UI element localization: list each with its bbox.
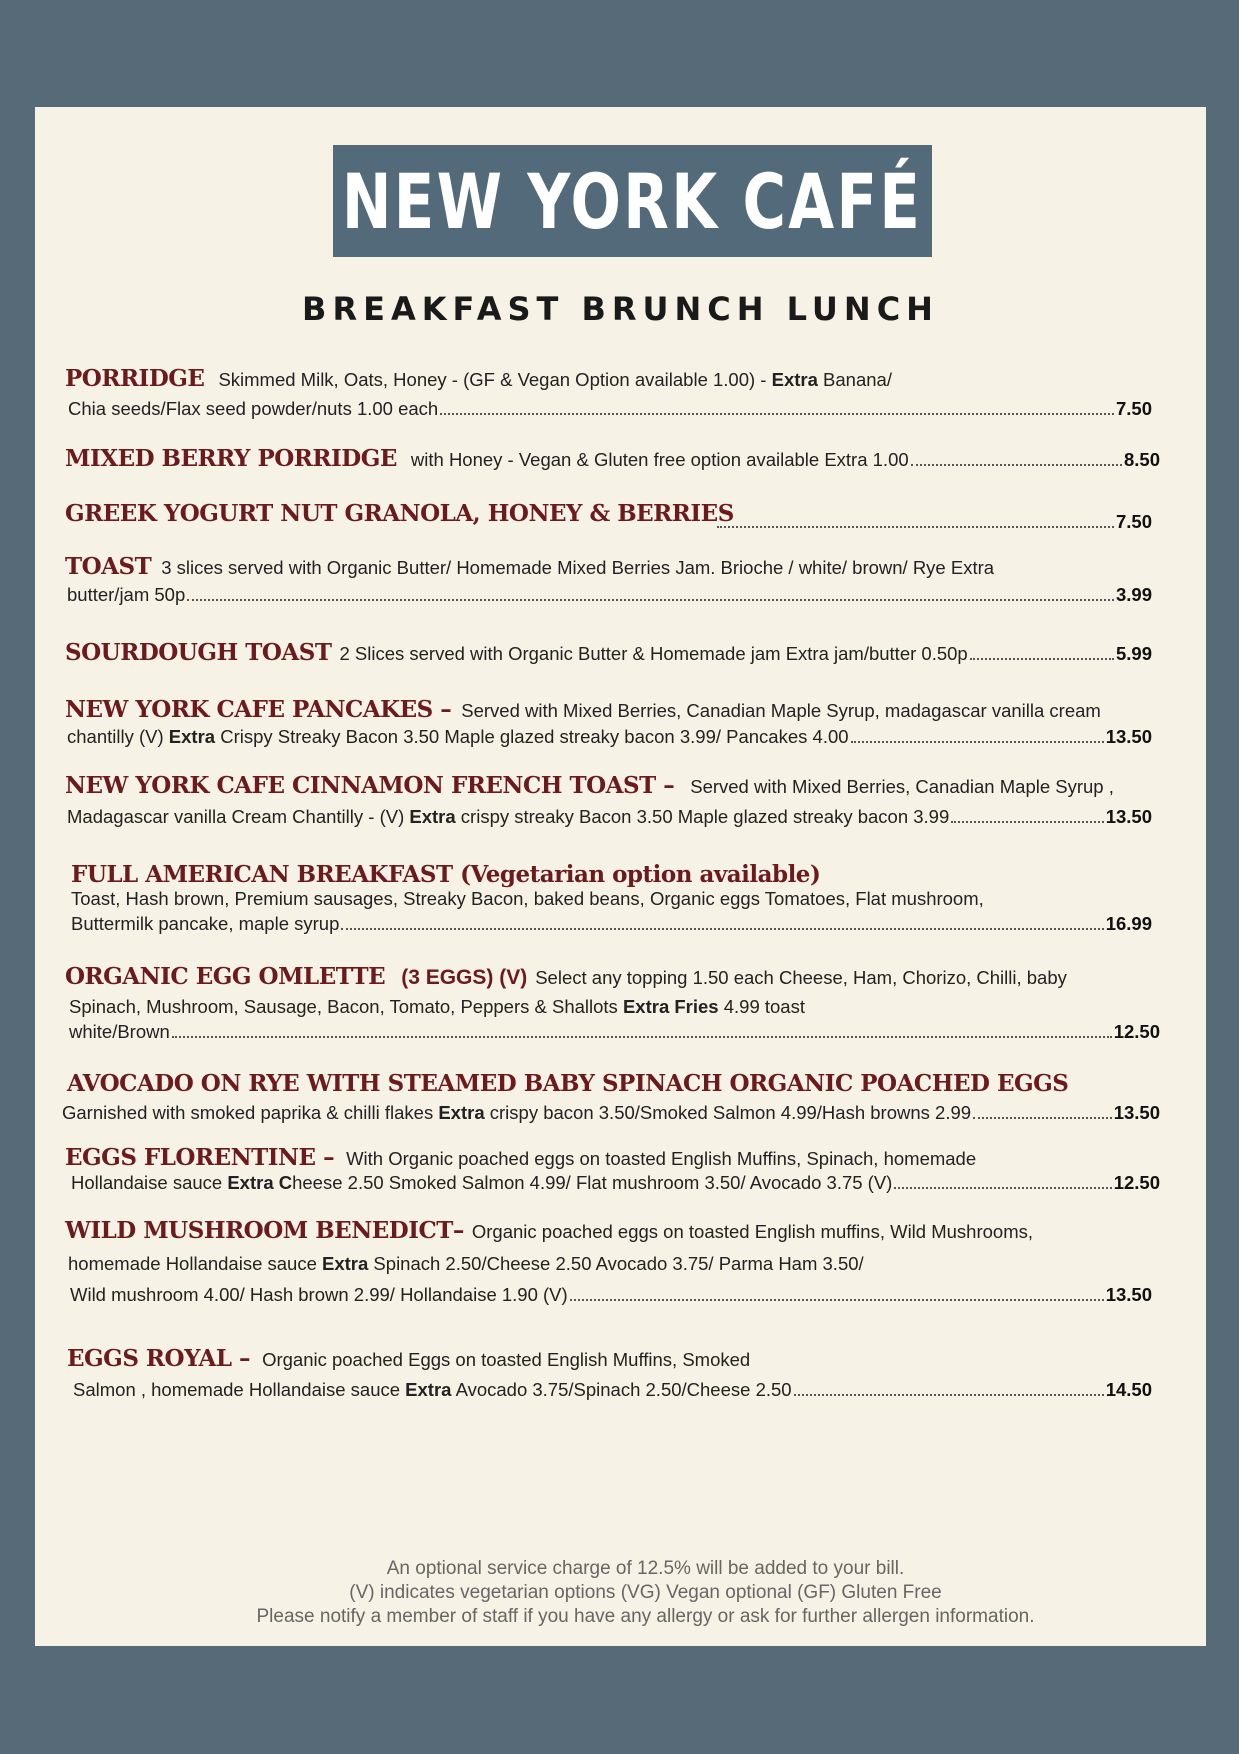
item-name: NEW YORK CAFE PANCAKES – [65, 696, 452, 723]
item-name: PORRIDGE [65, 365, 205, 392]
leader-dots [973, 1117, 1112, 1119]
dietary-key-note: (V) indicates vegetarian options (VG) Vegan optional (GF) Gluten Free [349, 1582, 942, 1603]
item-name: NEW YORK CAFE CINNAMON FRENCH TOAST – [65, 772, 675, 799]
item-desc: with Honey - Vegan & Gluten free option available Extra 1.00 [410, 449, 909, 470]
item-desc-2: Chia seeds/Flax seed powder/nuts 1.00 each [68, 398, 439, 419]
item-desc: 2 Slices served with Organic Butter & Homemade jam Extra jam/butter 0.50p [339, 643, 968, 664]
item-price: 8.50 [1123, 449, 1160, 470]
item-price: 5.99 [1115, 643, 1152, 664]
title-banner [333, 145, 932, 257]
item-desc-2: Salmon , homemade Hollandaise sauce Extra Avocado 3.75/Spinach 2.50/Cheese 2.50 [73, 1379, 792, 1400]
item-desc: Organic poached eggs on toasted English muffins, Wild Mushrooms, [471, 1221, 1033, 1242]
item-name: MIXED BERRY PORRIDGE [65, 445, 397, 472]
leader-dots [341, 928, 1103, 930]
menu-sheet [35, 107, 1206, 1646]
item-desc: Organic poached Eggs on toasted English Muffins, Smoked [262, 1349, 751, 1370]
item-desc-2: butter/jam 50p [67, 584, 186, 605]
allergy-note: Please notify a member of staff if you have any allergy or ask for further allergen information. [256, 1606, 1035, 1627]
item-desc-2: Madagascar vanilla Cream Chantilly - (V) Extra crispy streaky Bacon 3.50 Maple glazed streaky bacon 3.99 [67, 806, 950, 827]
item-desc-3: Wild mushroom 4.00/ Hash brown 2.99/ Hollandaise 1.90 (V) [70, 1284, 568, 1305]
item-price: 7.50 [1115, 511, 1152, 532]
leader-dots [911, 464, 1122, 466]
item-desc: With Organic poached eggs on toasted English Muffins, Spinach, homemade [346, 1148, 977, 1169]
item-name-eggs: (3 EGGS) (V) [401, 966, 528, 989]
item-desc: Select any topping 1.50 each Cheese, Ham, Chorizo, Chilli, baby [535, 967, 1067, 988]
item-price: 13.50 [1105, 1284, 1152, 1305]
leader-dots [894, 1187, 1111, 1189]
item-price: 13.50 [1105, 806, 1152, 827]
page-subtitle: BREAKFAST BRUNCH LUNCH [302, 290, 939, 328]
leader-dots [187, 599, 1114, 601]
item-desc: Served with Mixed Berries, Canadian Maple Syrup, madagascar vanilla cream [461, 700, 1101, 721]
item-desc-2: chantilly (V) Extra Crispy Streaky Bacon 3.50 Maple glazed streaky bacon 3.99/ Pancakes 4.00 [67, 726, 849, 747]
item-name: TOAST [65, 553, 152, 580]
item-name: SOURDOUGH TOAST [65, 639, 332, 666]
item-desc-2: homemade Hollandaise sauce Extra Spinach 2.50/Cheese 2.50 Avocado 3.75/ Parma Ham 3.50/ [68, 1253, 864, 1274]
item-desc: Skimmed Milk, Oats, Honey - (GF & Vegan Option available 1.00) - Extra Banana/ [218, 369, 892, 390]
item-name: FULL AMERICAN BREAKFAST (Vegetarian option available) [71, 861, 821, 888]
leader-dots [851, 741, 1104, 743]
item-name: ORGANIC EGG OMLETTE [65, 963, 386, 990]
page-title: NEW YORK CAFÉ [342, 156, 923, 246]
item-desc-3: white/Brown [69, 1021, 170, 1042]
leader-dots [172, 1036, 1112, 1038]
footer-notes [35, 1557, 1206, 1629]
leader-dots [440, 413, 1114, 415]
leader-dots [951, 821, 1103, 823]
item-name: GREEK YOGURT NUT GRANOLA, HONEY & BERRIES [65, 500, 734, 527]
item-desc-2: Hollandaise sauce Extra Cheese 2.50 Smoked Salmon 4.99/ Flat mushroom 3.50/ Avocado 3.75 (V) [71, 1172, 893, 1193]
item-desc: Toast, Hash brown, Premium sausages, Streaky Bacon, baked beans, Organic eggs Tomatoes, Flat mushroom, [71, 888, 984, 909]
item-desc-2: Spinach, Mushroom, Sausage, Bacon, Tomato, Peppers & Shallots Extra Fries 4.99 toast [69, 996, 805, 1017]
item-name: EGGS ROYAL – [67, 1345, 251, 1372]
leader-dots [794, 1394, 1104, 1396]
item-desc: Garnished with smoked paprika & chilli flakes Extra crispy bacon 3.50/Smoked Salmon 4.99/Hash browns 2.99 [62, 1102, 972, 1123]
item-price: 16.99 [1105, 913, 1152, 934]
item-price: 3.99 [1115, 584, 1152, 605]
leader-dots [970, 658, 1114, 660]
service-charge-note: An optional service charge of 12.5% will be added to your bill. [386, 1558, 905, 1579]
item-price: 12.50 [1113, 1172, 1160, 1193]
item-price: 14.50 [1105, 1379, 1152, 1400]
item-name: AVOCADO ON RYE WITH STEAMED BABY SPINACH ORGANIC POACHED EGGS [67, 1070, 1069, 1097]
leader-dots [717, 526, 1114, 528]
item-price: 13.50 [1105, 726, 1152, 747]
item-price: 12.50 [1113, 1021, 1160, 1042]
item-price: 7.50 [1115, 398, 1152, 419]
item-desc: Served with Mixed Berries, Canadian Maple Syrup , [690, 776, 1114, 797]
item-desc-2: Buttermilk pancake, maple syrup [71, 913, 340, 934]
item-desc: 3 slices served with Organic Butter/ Homemade Mixed Berries Jam. Brioche / white/ brown/ Rye Extra [161, 557, 995, 578]
item-price: 13.50 [1113, 1102, 1160, 1123]
item-name: EGGS FLORENTINE – [65, 1144, 335, 1171]
item-name: WILD MUSHROOM BENEDICT– [65, 1217, 464, 1244]
leader-dots [570, 1299, 1104, 1301]
